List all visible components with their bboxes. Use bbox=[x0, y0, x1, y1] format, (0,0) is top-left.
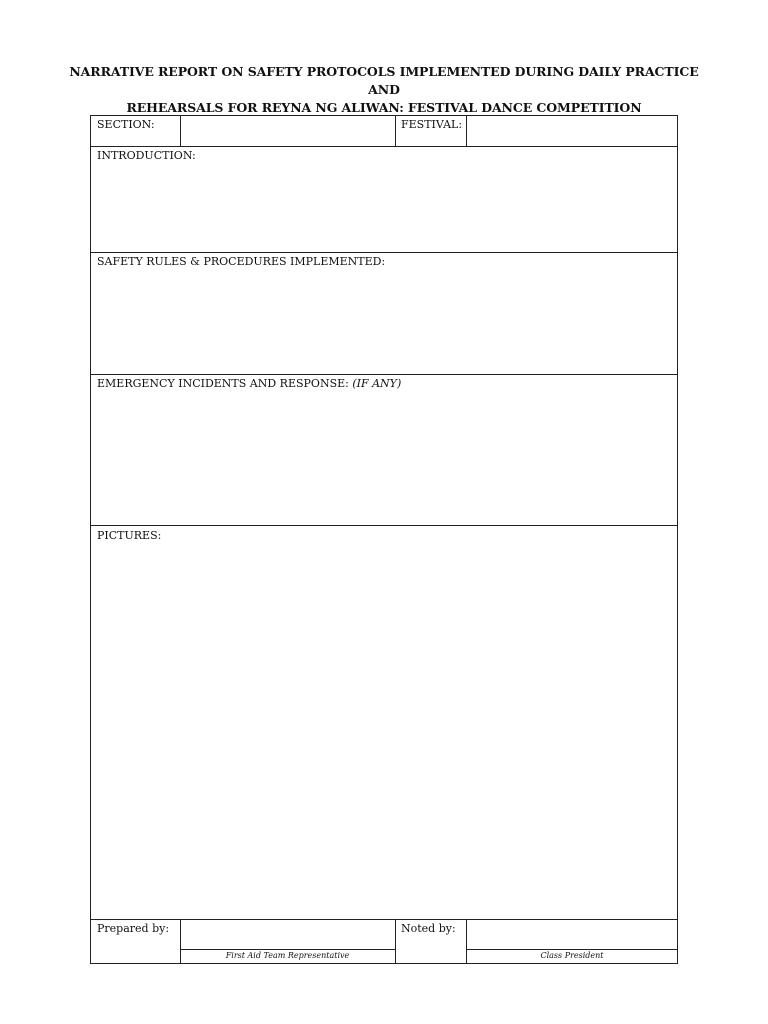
safety-rules-area[interactable] bbox=[92, 271, 676, 372]
pictures-area[interactable] bbox=[92, 545, 676, 917]
section-field[interactable] bbox=[184, 118, 392, 142]
header-row-bottom bbox=[90, 146, 678, 147]
emergency-area[interactable] bbox=[92, 393, 676, 523]
prepared-by-label: Prepared by: bbox=[97, 922, 170, 935]
emergency-bottom bbox=[90, 525, 678, 526]
safety-rules-bottom bbox=[90, 374, 678, 375]
festival-value-divider bbox=[466, 115, 467, 146]
title-line-1: NARRATIVE REPORT ON SAFETY PROTOCOLS IMPLEMENTED DURING DAILY PRACTICE AND bbox=[69, 64, 699, 97]
pictures-label: PICTURES: bbox=[97, 529, 162, 542]
festival-label: FESTIVAL: bbox=[401, 118, 463, 131]
introduction-label: INTRODUCTION: bbox=[97, 149, 196, 162]
introduction-bottom bbox=[90, 252, 678, 253]
section-divider bbox=[180, 115, 181, 146]
report-title bbox=[60, 63, 708, 117]
emergency-label-note: (IF ANY) bbox=[352, 377, 402, 390]
festival-label-divider bbox=[395, 115, 396, 146]
pictures-bottom bbox=[90, 919, 678, 920]
prepared-by-signature-field[interactable] bbox=[182, 921, 393, 948]
emergency-label-text: EMERGENCY INCIDENTS AND RESPONSE: bbox=[97, 377, 353, 390]
festival-field[interactable] bbox=[470, 118, 674, 142]
noted-by-role: Class President bbox=[540, 951, 604, 960]
noted-label-divider bbox=[395, 919, 396, 964]
introduction-area[interactable] bbox=[92, 165, 676, 250]
noted-by-signature-field[interactable] bbox=[468, 921, 676, 948]
noted-signature-line bbox=[466, 949, 678, 950]
prepared-by-role: First Aid Team Representative bbox=[225, 951, 350, 960]
safety-rules-label: SAFETY RULES & PROCEDURES IMPLEMENTED: bbox=[97, 255, 386, 268]
prepared-signature-line bbox=[180, 949, 395, 950]
noted-by-label: Noted by: bbox=[401, 922, 456, 935]
section-label: SECTION: bbox=[97, 118, 155, 131]
emergency-label bbox=[97, 377, 401, 390]
title-line-2: REHEARSALS FOR REYNA NG ALIWAN: FESTIVAL DANCE COMPETITION bbox=[126, 100, 642, 115]
